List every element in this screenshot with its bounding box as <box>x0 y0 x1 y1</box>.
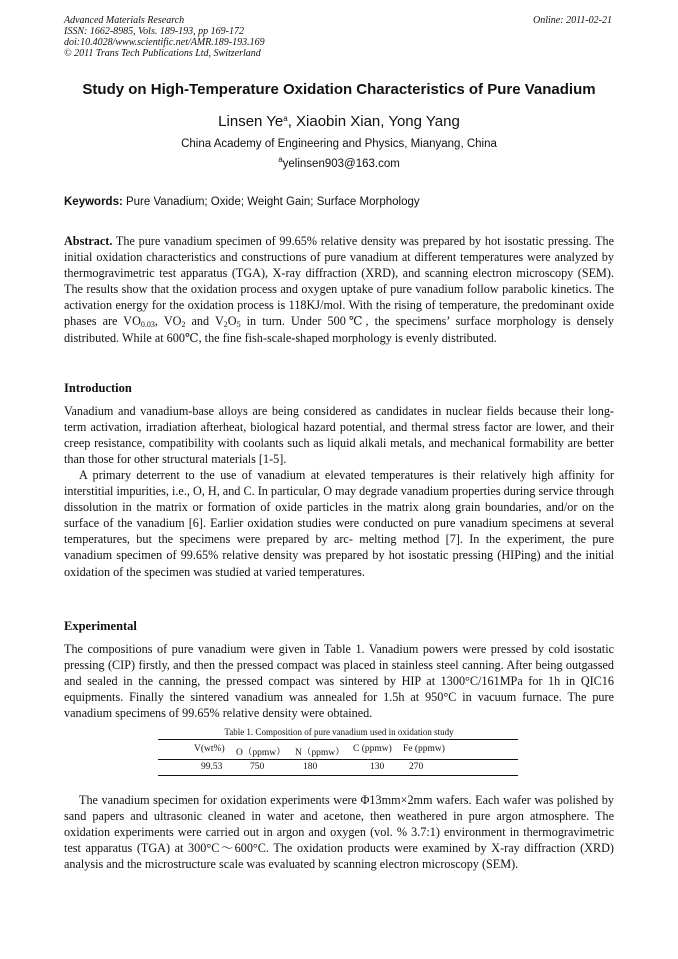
table-cell: 99.53 <box>201 762 223 772</box>
experimental-paragraph-2: The vanadium specimen for oxidation experiments were Φ13mm×2mm wafers. Each wafer was polished by sand papers and ultrasonic cleaned in water and acetone, then weathered in pure argon atmosphere. The oxidation experiments were carried out in argon and oxygen (vol. % 3.7:1) environment in thermogravimetric test apparatus (TGA) at 300°C～600°C. The oxidation products were examined by X-ray diffraction (XRD) analysis and the microstructure scale was evaluated by scanning electron microscopy (SEM). <box>64 793 614 872</box>
author-email <box>0 155 678 170</box>
copyright-line: © 2011 Trans Tech Publications Ltd, Switzerland <box>64 48 261 59</box>
keywords-label: Keywords: <box>64 196 123 208</box>
author-rest: , Xiaobin Xian, Yong Yang <box>287 113 460 130</box>
issn-line: ISSN: 1662-8985, Vols. 189-193, pp 169-172 <box>64 26 244 37</box>
journal-name: Advanced Materials Research <box>64 15 185 26</box>
abstract-sub-4: 5 <box>236 320 241 330</box>
table-cell: 750 <box>250 762 265 772</box>
abstract-paragraph <box>64 233 614 346</box>
author-list <box>0 113 678 130</box>
table-mid-rule <box>158 759 518 760</box>
introduction-paragraph-2: A primary deterrent to the use of vanadium at elevated temperatures is their relatively high affinity for interstitial impurities, i.e., O, H, and C. In particular, O may degrade vanadium properties during service through dissolution in the matrix or formation of oxide particles in the matrix along grain boundaries, and/or on the surface of the vanadium [6]. Earlier oxidation studies were conducted on pure vanadium specimens at several temperatures, but the specimens were prepared by arc- melting method [7]. In the experiment, the pure vanadium specimen of 99.65% relative density was prepared by hot isostatic pressing (HIPing) and the initial oxidation of the specimen was studied at varied temperatures. <box>64 468 614 579</box>
author-mark: a <box>283 114 288 123</box>
table-cell: 270 <box>409 762 424 772</box>
keywords-text: Pure Vanadium; Oxide; Weight Gain; Surface Morphology <box>122 196 420 208</box>
table-top-rule <box>158 739 518 740</box>
online-date: Online: 2011-02-21 <box>533 15 612 26</box>
abstract-sub-2: 2 <box>181 320 186 330</box>
table-header-cell: N（ppmw） <box>295 748 345 758</box>
table-header-cell: Fe (ppmw) <box>403 744 445 754</box>
abstract-label: Abstract. <box>64 234 113 248</box>
email-address: yelinsen903@163.com <box>282 158 400 170</box>
email-mark: a <box>278 155 283 164</box>
abstract-text-3: and V <box>185 314 224 329</box>
abstract-sub-1: 0.03 <box>140 320 155 330</box>
table-header-cell: O（ppmw） <box>236 748 286 758</box>
abstract-text-2: , VO <box>154 314 182 329</box>
introduction-heading: Introduction <box>64 381 132 395</box>
table-header-cell: C (ppmw) <box>353 744 392 754</box>
table-cell: 130 <box>370 762 385 772</box>
experimental-paragraph-1: The compositions of pure vanadium were given in Table 1. Vanadium powers were pressed by cold isostatic pressing (CIP) firstly, and then the pressed compact was placed in stainless steel canning. After being outgassed and sealed in the canning, the pressed compact was sintered by HIP at 1300°C/161MPa for 1h in QIC16 equipments. Finally the sintered vanadium was annealed for 1.5h at 950°C in vacuum furnace. The pure vanadium specimens of 99.65% relative density were obtained. <box>64 642 614 721</box>
abstract-text-4: O <box>227 314 237 329</box>
affiliation: China Academy of Engineering and Physics, Mianyang, China <box>181 138 497 150</box>
table-bottom-rule <box>158 775 518 776</box>
keywords <box>64 196 420 208</box>
doi-line: doi:10.4028/www.scientific.net/AMR.189-193.169 <box>64 37 265 48</box>
table-header-cell: V(wt%) <box>194 744 225 754</box>
abstract-sub-3: 2 <box>223 320 228 330</box>
author-first: Linsen Ye <box>218 113 284 130</box>
introduction-paragraph-1: Vanadium and vanadium-base alloys are being considered as candidates in nuclear fields because their long-term activation, irradiation afterheat, biological hazard potential, and thermal stress factor are lower, and their creep resistance, compatibility with coolants such as liquid alkali metals, and mechanical formability are better than those for other structural materials [1-5]. <box>64 404 614 467</box>
abstract-text-5: in turn. Under 500℃, the specimens’ surface morphology is densely distributed. While at 600℃, the fine fish-scale-shaped morphology is evenly distributed. <box>64 314 614 345</box>
abstract-text-1: The pure vanadium specimen of 99.65% relative density was prepared by hot isostatic pressing. The initial oxidation characteristics and constructions of pure vanadium at different temperatures were analyzed by thermogravimetric test apparatus (TGA), X-ray diffraction (XRD), and scanning electron microscopy (SEM). The results show that the oxidation process and oxygen uptake of pure vanadium follow parabolic kinetics. The activation energy for the oxidation process is 118KJ/mol. With the rising of temperature, the predominant oxide phases are VO <box>64 234 614 329</box>
table-caption: Table 1. Composition of pure vanadium used in oxidation study <box>224 727 454 737</box>
table-cell: 180 <box>303 762 318 772</box>
experimental-heading: Experimental <box>64 619 137 633</box>
paper-title: Study on High-Temperature Oxidation Characteristics of Pure Vanadium <box>82 81 596 98</box>
